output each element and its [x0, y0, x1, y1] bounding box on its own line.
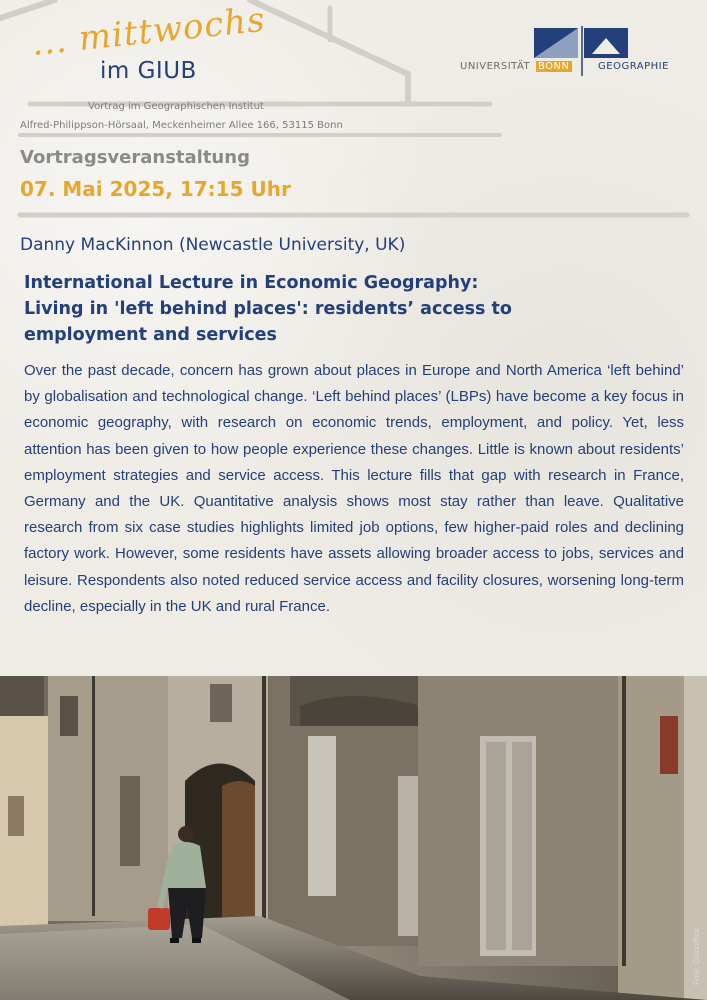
abstract-text: Over the past decade, concern has grown about places in Europe and North America ‘left behind’ by globalisation and technological change. ‘Left behind places’ (LBPs) have become a key focus in economic geography, with research on economic trends, employment, and policy. Yet, less attention has been given to how people experience these changes. Little is known about residents’ employment strategies and service access. This lecture fills that gap with research in France, Germany and the UK. Quantitative analysis shows most stay rather than leave. Qualitative research from six case studies highlights limited job options, few higher-paid roles and declining factory work. However, some residents have assets allowing broader access to jobs, services and leisure. Respondents also noted reduced service access and facility closures, worsening long-term decline, especially in the UK and rural France. — [24, 362, 684, 615]
series-wordmark-bottom: im GIUB — [100, 58, 197, 84]
logo-bonn-text: BONN — [538, 61, 570, 72]
lecture-title — [24, 270, 644, 348]
photo-credit: Foto: Colourbox — [692, 928, 701, 985]
lecture-title-line-2: Living in 'left behind places': residents’ access to — [24, 299, 512, 319]
street-photo — [0, 676, 707, 1000]
speaker-name: Danny MacKinnon (Newcastle University, UK) — [20, 235, 406, 255]
venue-line-institute: Vortrag im Geographischen Institut — [88, 101, 264, 112]
event-date: 07. Mai 2025, 17:15 Uhr — [20, 177, 291, 201]
lecture-title-line-1: International Lecture in Economic Geography: — [24, 273, 479, 293]
lecture-title-line-3: employment and services — [24, 325, 277, 345]
series-wordmark-top: ... mittwochs — [29, 0, 268, 65]
venue-line-address: Alfred-Philippson-Hörsaal, Meckenheimer Allee 166, 53115 Bonn — [20, 120, 343, 131]
logo-department-text: GEOGRAPHIE — [598, 61, 669, 72]
event-type: Vortragsveranstaltung — [20, 147, 250, 168]
logo-university-text: UNIVERSITÄT — [460, 61, 531, 72]
